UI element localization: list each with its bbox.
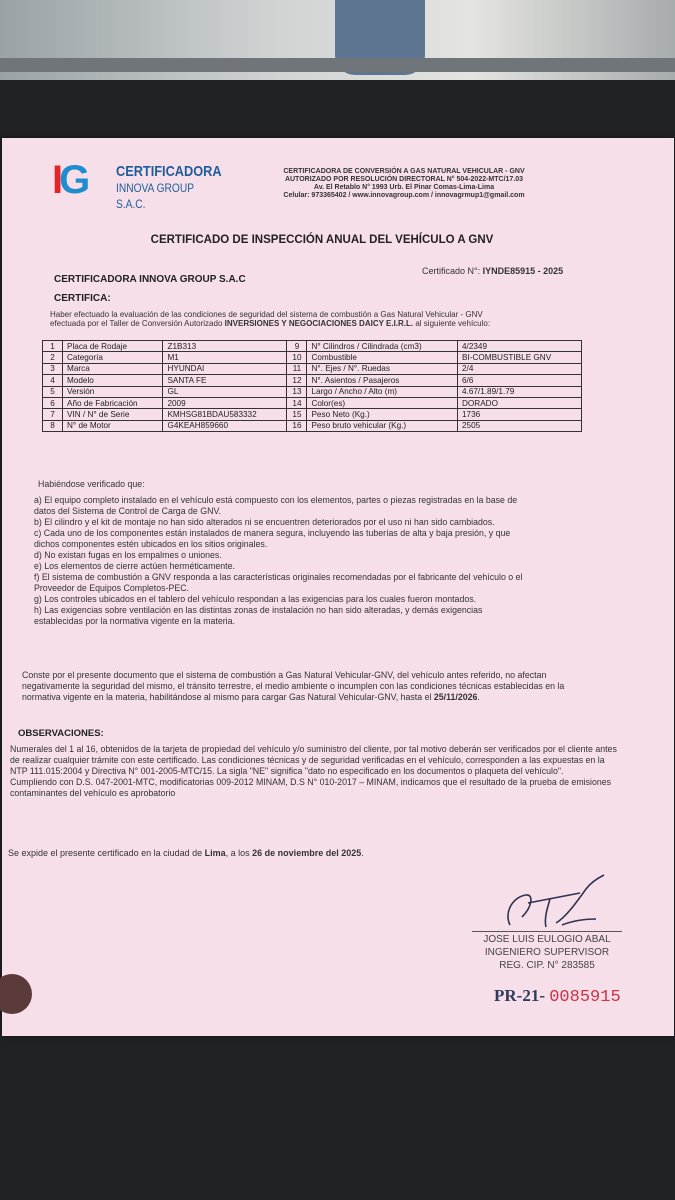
list-item: dichos componentes estén ubicados en los sitios originales. <box>34 539 268 549</box>
serial-prefix: PR-21- <box>494 986 545 1005</box>
table-cell: VIN / N° de Serie <box>63 409 163 420</box>
background-rail <box>0 58 675 72</box>
valid-until-date: 25/11/2026 <box>433 692 478 702</box>
table-cell: 9 <box>287 341 307 352</box>
table-cell: 15 <box>287 409 307 420</box>
table-cell: DORADO <box>458 397 582 408</box>
table-cell: 10 <box>287 352 307 363</box>
table-cell: G4KEAH859660 <box>163 420 287 431</box>
company-name: CERTIFICADORA INNOVA GROUP S.A.C <box>54 274 246 285</box>
list-item: c) Cada uno de los componentes están instalados de manera segura, incluyendo las tuberías de alta y baja presión, y que <box>34 528 511 538</box>
serial-number <box>494 986 621 1007</box>
table-cell: BI-COMBUSTIBLE GNV <box>458 352 582 363</box>
signatory-block <box>472 931 622 972</box>
table-cell: Modelo <box>63 375 163 386</box>
table-cell: 3 <box>43 363 63 374</box>
table-cell: 6/6 <box>458 375 582 386</box>
table-cell: 2505 <box>458 420 582 431</box>
table-cell: 6 <box>43 397 63 408</box>
table-cell: N°. Ejes / N°. Ruedas <box>307 363 458 374</box>
list-item: b) El cilindro y el kit de montaje no han sido alterados ni se encuentren deteriorados por el uso ni han sido cambiados. <box>34 517 495 527</box>
table-cell: HYUNDAI <box>163 363 287 374</box>
intro-paragraph <box>50 310 570 328</box>
table-cell: N° de Motor <box>63 420 163 431</box>
issue-city: Lima <box>204 848 226 858</box>
table-cell: N°. Asientos / Pasajeros <box>307 375 458 386</box>
logo-mark-icon: IG <box>52 158 87 202</box>
table-cell: 4/2349 <box>458 341 582 352</box>
list-item: d) No existan fugas en los empalmes o uniones. <box>34 550 222 560</box>
table-cell: Versión <box>63 386 163 397</box>
intro-line2a: efectuada por el Taller de Conversión Autorizado <box>50 319 225 328</box>
background-top <box>0 0 675 85</box>
table-cell: 16 <box>287 420 307 431</box>
table-cell: KMHSG81BDAU583332 <box>163 409 287 420</box>
table-cell: Z1B313 <box>163 341 287 352</box>
table-cell: 5 <box>43 386 63 397</box>
verified-heading: Habiéndose verificado que: <box>38 479 145 489</box>
table-cell: M1 <box>163 352 287 363</box>
table-cell: Largo / Ancho / Alto (m) <box>307 386 458 397</box>
table-cell: 2/4 <box>458 363 582 374</box>
table-cell: Categoría <box>63 352 163 363</box>
header-address <box>264 168 544 200</box>
list-item: a) El equipo completo instalado en el vehículo está compuesto con los elementos, partes o piezas registradas en la base de <box>34 495 518 505</box>
table-cell: 7 <box>43 409 63 420</box>
conste-text: Conste por el presente documento que el sistema de combustión a Gas Natural Vehicular-GNV, del vehículo antes referido, no afectan negativamente la seguridad del mismo, el tránsito terrestre, el medio ambiente o incumplen con las condiciones técnicas establecidas en la normativa vigente en la materia, habilitándose al mismo para cargar Gas Natural Vehicular-GNV, hasta el <box>22 670 565 702</box>
table-cell: 4 <box>43 375 63 386</box>
table-cell: 2009 <box>163 397 287 408</box>
header-line: Celular: 973365402 / www.innovagroup.com / innovagrmup1@gmail.com <box>283 192 525 199</box>
signature-image <box>492 873 612 933</box>
table-cell: 1 <box>43 341 63 352</box>
table-cell: Placa de Rodaje <box>63 341 163 352</box>
certifica-heading: CERTIFICA: <box>54 293 111 304</box>
list-item: f) El sistema de combustión a GNV responda a las características originales recomendadas por el fabricante del vehículo o el <box>34 572 523 582</box>
binder-hole <box>0 974 32 1014</box>
table-cell: SANTA FE <box>163 375 287 386</box>
table-cell: 14 <box>287 397 307 408</box>
intro-line1: Haber efectuado la evaluación de las condiciones de seguridad del sistema de combustión a Gas Natural Vehicular - GNV <box>50 310 483 319</box>
table-cell: 11 <box>287 363 307 374</box>
table-row <box>43 352 582 363</box>
table-row <box>43 375 582 386</box>
issue-text-b: , a los <box>225 848 253 858</box>
list-item: datos del Sistema de Control de Carga de GNV. <box>34 506 221 516</box>
header-line: AUTORIZADO POR RESOLUCIÓN DIRECTORAL N° 504-2022-MTC/17.03 <box>284 176 524 183</box>
table-cell: Marca <box>63 363 163 374</box>
document-title: CERTIFICADO DE INSPECCIÓN ANUAL DEL VEHÍCULO A GNV <box>150 234 494 246</box>
list-item: e) Los elementos de cierre actúen herméticamente. <box>34 561 235 571</box>
issue-text-a: Se expide el presente certificado en la ciudad de <box>8 848 205 858</box>
table-cell: 12 <box>287 375 307 386</box>
issue-statement: Se expide el presente certificado en la ciudad de Lima, a los 26 de noviembre del 2025. <box>8 848 364 858</box>
table-cell: Peso Neto (Kg.) <box>307 409 458 420</box>
table-cell: Color(es) <box>307 397 458 408</box>
table-cell: 1736 <box>458 409 582 420</box>
intro-line2b: al siguiente vehículo: <box>413 319 491 328</box>
observaciones-text: Numerales del 1 al 16, obtenidos de la tarjeta de propiedad del vehículo y/o suministro del cliente, por tal motivo deberán ser verificados por el cliente antes de realizar cualquier trámite con este certificado. Las condiciones técnicas y de seguridad verificadas en el vehículo, corresponden a las expuestas en la NTP 111.015:2004 y Directiva N° 001-2005-MTC/15. La sigla "NE" significa "dato no especificado en los documentos o plaqueta del vehículo". <box>10 744 617 776</box>
list-item: g) Los controles ubicados en el tablero del vehículo respondan a las exigencias para los cuales fueron montados. <box>34 594 477 604</box>
table-cell: Año de Fabricación <box>63 397 163 408</box>
table-row <box>43 420 582 431</box>
certificate-sheet <box>2 138 674 1036</box>
logo-text: CERTIFICADORA INNOVA GROUP S.A.C. <box>116 163 222 211</box>
table-cell: Peso bruto vehicular (Kg.) <box>307 420 458 431</box>
certificate-number <box>422 266 563 276</box>
emissions-text: Cumpliendo con D.S. 047-2001-MTC, modificatorias 009-2012 MINAM, D.S N° 010-2017 – MINAM, indicamos que el resultado de la prueba de emisiones contaminantes del vehículo es aprobatorio <box>10 777 612 798</box>
table-row <box>43 363 582 374</box>
serial-value: 0085915 <box>549 988 621 1007</box>
certificate-number-label: Certificado N°: <box>422 266 481 276</box>
observaciones-body <box>10 744 620 799</box>
workshop-name: INVERSIONES Y NEGOCIACIONES DAICY E.I.R.L. <box>224 319 414 328</box>
list-item: establecidas por la normativa vigente en la materia. <box>34 616 235 626</box>
vehicle-data-table <box>42 340 582 432</box>
table-cell: 13 <box>287 386 307 397</box>
verification-items <box>34 495 594 627</box>
table-row <box>43 409 582 420</box>
table-row <box>43 397 582 408</box>
table-cell: 8 <box>43 420 63 431</box>
list-item: Proveedor de Equipos Completos-PEC. <box>34 583 190 593</box>
table-cell: N° Cilindros / Cilindrada (cm3) <box>307 341 458 352</box>
header-line: CERTIFICADORA DE CONVERSIÓN A GAS NATURAL VEHICULAR - GNV <box>283 168 525 175</box>
conste-paragraph: Conste por el presente documento que el sistema de combustión a Gas Natural Vehicular-GNV, del vehículo antes referido, no afectan negativamente la seguridad del mismo, el tránsito terrestre, el medio ambiente o incumplen con las condiciones técnicas establecidas en la normativa vigente en la materia, habilitándose al mismo para cargar Gas Natural Vehicular-GNV, hasta el 25/11/2026. <box>22 670 565 702</box>
company-logo <box>52 158 222 211</box>
table-cell: 2 <box>43 352 63 363</box>
table-cell: GL <box>163 386 287 397</box>
issue-date: 26 de noviembre del 2025 <box>252 848 362 858</box>
table-cell: 4.67/1.89/1.79 <box>458 386 582 397</box>
header-line: Av. El Retablo N° 1993 Urb. El Pinar Comas-Lima-Lima <box>313 184 495 191</box>
observaciones-heading: OBSERVACIONES: <box>18 728 104 739</box>
table-cell: Combustible <box>307 352 458 363</box>
table-row <box>43 386 582 397</box>
signatory-reg: REG. CIP. N° 283585 <box>499 960 595 971</box>
table-row <box>43 341 582 352</box>
list-item: h) Las exigencias sobre ventilación en las distintas zonas de instalación no han sido alteradas, y demás exigencias <box>34 605 483 615</box>
signatory-role: INGENIERO SUPERVISOR <box>484 947 610 958</box>
signatory-name: JOSE LUIS EULOGIO ABAL <box>483 934 611 945</box>
certificate-number-value: IYNDE85915 - 2025 <box>482 266 564 276</box>
